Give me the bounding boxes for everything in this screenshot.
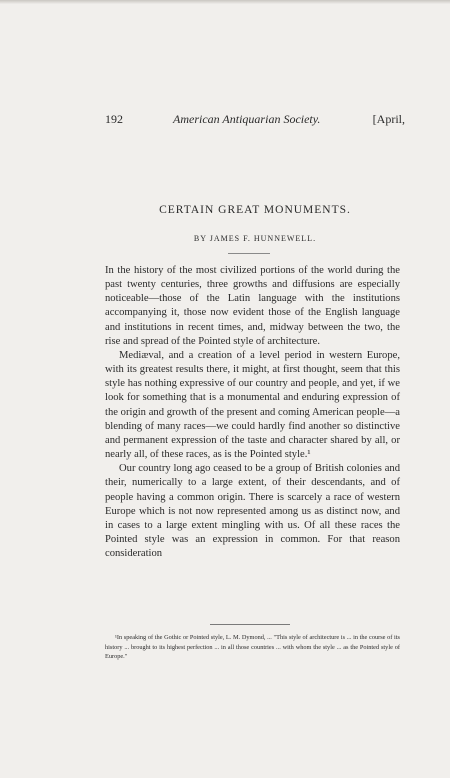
paragraph-1: In the history of the most civilized portions of the world during the past twenty centuries, three growths and diffusions are especially noticeable—those of the Latin language with the institutions accompanying it, those now evident those of the English language and institutions in recent times, and, midway between the two, the rise and spread of the Pointed style of architecture. xyxy=(105,265,400,347)
title-rule xyxy=(228,253,270,254)
footnote-rule xyxy=(210,624,290,625)
paragraph-2: Mediæval, and a creation of a level period in western Europe, with its greatest results there, it might, at first thought, seem that this style has nothing expressive of our country and people, and yet, if we look for something that is a monumental and enduring expression of the origin and growth of the present and coming American people—a blending of many races—we could hardly find another so distinctive and permanent expression of the taste and character shared by all, or nearly all, of these races, as is the Pointed style.¹ xyxy=(105,349,400,461)
footnote xyxy=(105,633,400,662)
page-number: 192 xyxy=(105,112,123,126)
paragraph-3: Our country long ago ceased to be a group of British colonies and their, numerically to a large extent, of their descendants, and of people having a common origin. There is scarcely a race of western Europe which is not now represented among us as distinct now, and in cases to a large extent mingling with us. Of all these races the Pointed style was an expression in common. For that reason consideration xyxy=(105,463,400,560)
article-body xyxy=(105,264,400,561)
running-title: American Antiquarian Society. xyxy=(173,112,321,126)
article-title: CERTAIN GREAT MONUMENTS. xyxy=(159,204,351,216)
article-byline: BY JAMES F. HUNNEWELL. xyxy=(193,234,317,243)
top-edge-rule xyxy=(0,0,450,4)
issue-date: [April, xyxy=(372,112,405,126)
footnote-text: ¹In speaking of the Gothic or Pointed style, L. M. Dymond, ... "This style of architecture is ... in the course of its history ... brought to its highest perfection ... in all those countries ... with whom the style ... as the Pointed style of Europe." xyxy=(105,634,400,661)
running-header xyxy=(105,112,405,128)
